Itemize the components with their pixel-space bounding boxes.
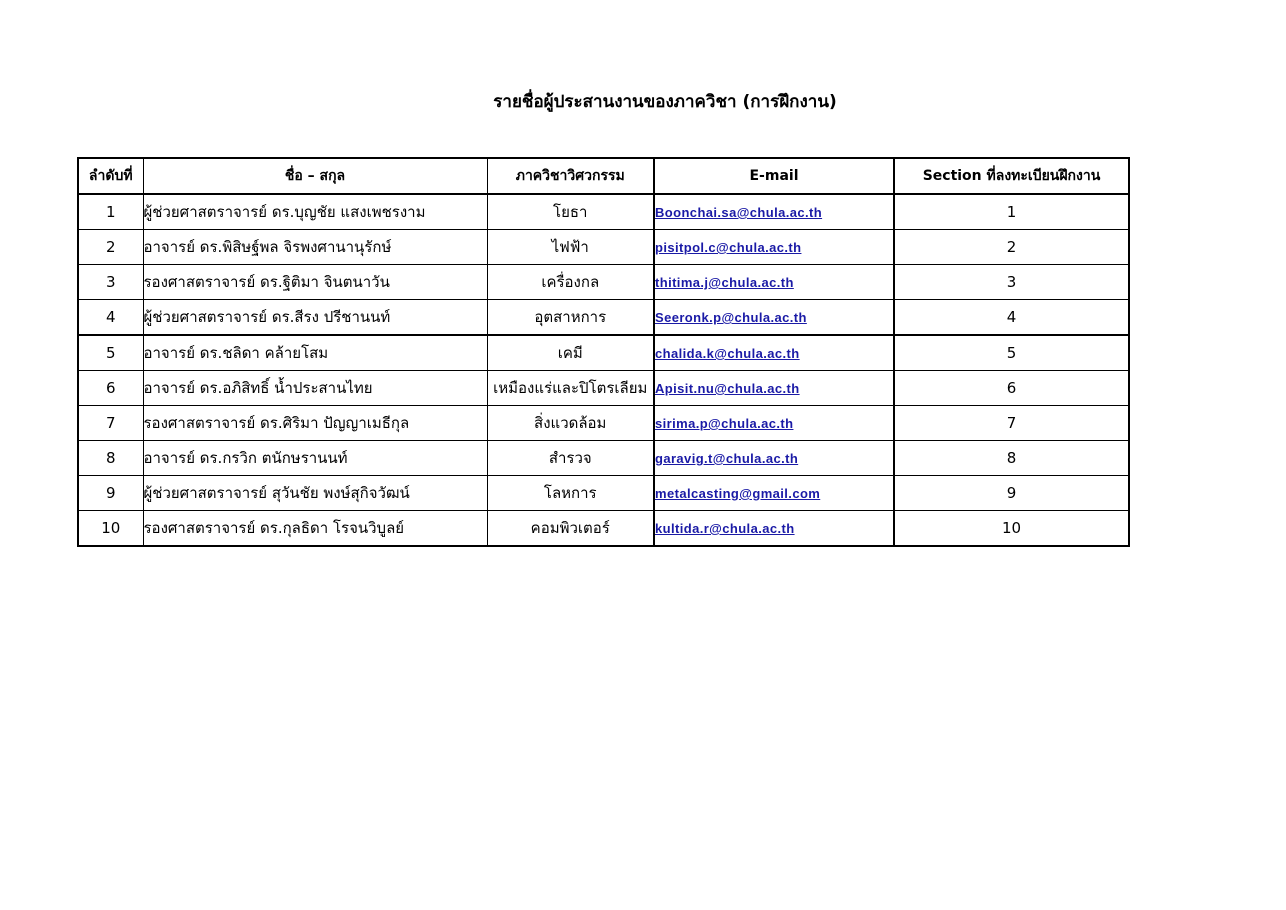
row-number: 10 xyxy=(78,511,143,547)
department: สำรวจ xyxy=(487,441,654,476)
row-number: 8 xyxy=(78,441,143,476)
row-number: 1 xyxy=(78,194,143,230)
department: อุตสาหการ xyxy=(487,300,654,336)
table-row xyxy=(78,406,1129,441)
row-number: 5 xyxy=(78,335,143,371)
row-number: 3 xyxy=(78,265,143,300)
email-cell xyxy=(654,265,894,300)
email-link[interactable]: Seeronk.p@chula.ac.th xyxy=(655,310,807,325)
department: โลหการ xyxy=(487,476,654,511)
row-number: 4 xyxy=(78,300,143,336)
email-cell xyxy=(654,230,894,265)
table-row xyxy=(78,300,1129,336)
coordinator-table xyxy=(77,157,1130,547)
department: ไฟฟ้า xyxy=(487,230,654,265)
email-cell xyxy=(654,371,894,406)
table-row xyxy=(78,335,1129,371)
email-cell xyxy=(654,194,894,230)
email-link[interactable]: Boonchai.sa@chula.ac.th xyxy=(655,205,823,220)
section-number: 7 xyxy=(894,406,1129,441)
row-number: 9 xyxy=(78,476,143,511)
coordinator-name: อาจารย์ ดร.พิสิษฐ์พล จิรพงศานานุรักษ์ xyxy=(143,230,487,265)
table-row xyxy=(78,511,1129,547)
header-section: Section ที่ลงทะเบียนฝึกงาน xyxy=(894,158,1129,194)
coordinator-name: ผู้ช่วยศาสตราจารย์ สุวันชัย พงษ์สุกิจวัฒน์ xyxy=(143,476,487,511)
table-body xyxy=(78,194,1129,546)
table-row xyxy=(78,441,1129,476)
header-name: ชื่อ – สกุล xyxy=(143,158,487,194)
department: เคมี xyxy=(487,335,654,371)
department: เครื่องกล xyxy=(487,265,654,300)
section-number: 9 xyxy=(894,476,1129,511)
email-cell xyxy=(654,300,894,336)
table-row xyxy=(78,194,1129,230)
table-header-row xyxy=(78,158,1129,194)
email-link[interactable]: kultida.r@chula.ac.th xyxy=(655,521,795,536)
section-number: 2 xyxy=(894,230,1129,265)
section-number: 3 xyxy=(894,265,1129,300)
coordinator-name: ผู้ช่วยศาสตราจารย์ ดร.สีรง ปรีชานนท์ xyxy=(143,300,487,336)
email-link[interactable]: metalcasting@gmail.com xyxy=(655,486,821,501)
section-number: 4 xyxy=(894,300,1129,336)
department: เหมืองแร่และปิโตรเลียม xyxy=(487,371,654,406)
table-row xyxy=(78,265,1129,300)
page-title: รายชื่อผู้ประสานงานของภาควิชา (การฝึกงาน) xyxy=(493,92,837,112)
section-number: 10 xyxy=(894,511,1129,547)
row-number: 7 xyxy=(78,406,143,441)
section-number: 6 xyxy=(894,371,1129,406)
table-row xyxy=(78,371,1129,406)
email-cell xyxy=(654,335,894,371)
header-email: E-mail xyxy=(654,158,894,194)
coordinator-name: ผู้ช่วยศาสตราจารย์ ดร.บุญชัย แสงเพชรงาม xyxy=(143,194,487,230)
email-link[interactable]: thitima.j@chula.ac.th xyxy=(655,275,794,290)
section-number: 8 xyxy=(894,441,1129,476)
header-no: ลำดับที่ xyxy=(78,158,143,194)
coordinator-name: รองศาสตราจารย์ ดร.ฐิติมา จินตนาวัน xyxy=(143,265,487,300)
coordinator-name: อาจารย์ ดร.ชลิดา คล้ายโสม xyxy=(143,335,487,371)
department: โยธา xyxy=(487,194,654,230)
coordinator-name: อาจารย์ ดร.กรวิก ตนักษรานนท์ xyxy=(143,441,487,476)
department: สิ่งแวดล้อม xyxy=(487,406,654,441)
table-row xyxy=(78,230,1129,265)
coordinator-name: รองศาสตราจารย์ ดร.กุลธิดา โรจนวิบูลย์ xyxy=(143,511,487,547)
email-link[interactable]: pisitpol.c@chula.ac.th xyxy=(655,240,802,255)
email-link[interactable]: Apisit.nu@chula.ac.th xyxy=(655,381,800,396)
section-number: 5 xyxy=(894,335,1129,371)
email-cell xyxy=(654,406,894,441)
email-link[interactable]: sirima.p@chula.ac.th xyxy=(655,416,794,431)
email-cell xyxy=(654,476,894,511)
email-cell xyxy=(654,511,894,547)
coordinator-name: อาจารย์ ดร.อภิสิทธิ์ น้ำประสานไทย xyxy=(143,371,487,406)
coordinator-name: รองศาสตราจารย์ ดร.ศิริมา ปัญญาเมธีกุล xyxy=(143,406,487,441)
email-cell xyxy=(654,441,894,476)
row-number: 2 xyxy=(78,230,143,265)
header-department: ภาควิชาวิศวกรรม xyxy=(487,158,654,194)
email-link[interactable]: chalida.k@chula.ac.th xyxy=(655,346,800,361)
table-row xyxy=(78,476,1129,511)
email-link[interactable]: garavig.t@chula.ac.th xyxy=(655,451,799,466)
department: คอมพิวเตอร์ xyxy=(487,511,654,547)
row-number: 6 xyxy=(78,371,143,406)
section-number: 1 xyxy=(894,194,1129,230)
